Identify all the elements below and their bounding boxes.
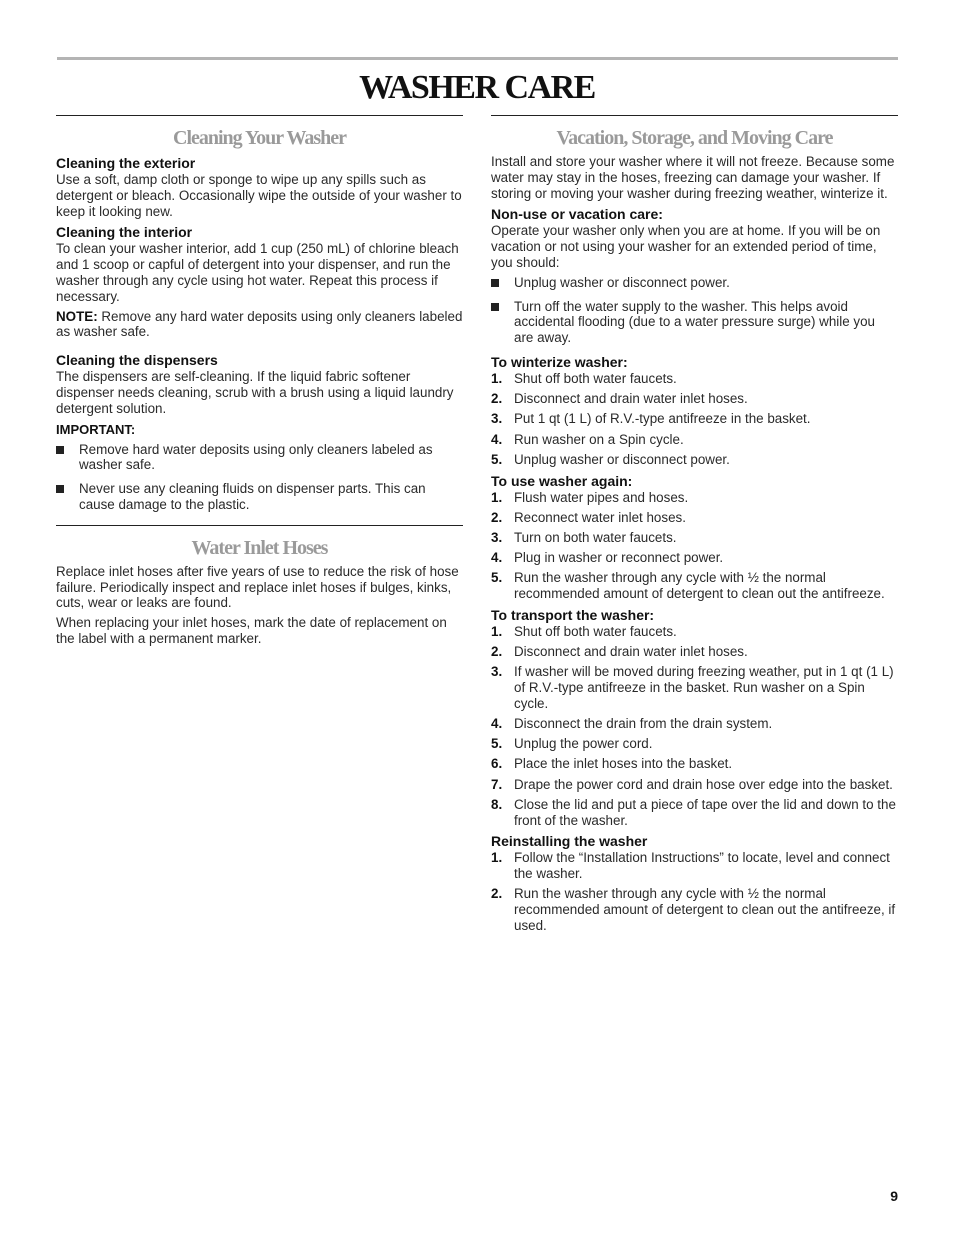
square-bullet-icon: [491, 279, 499, 287]
winterize-steps: [491, 371, 898, 468]
left-column: [56, 115, 463, 647]
use-again-steps: [491, 490, 898, 602]
list-item: 2. Reconnect water inlet hoses.: [491, 509, 686, 525]
list-item: 1. Flush water pipes and hoses.: [491, 489, 689, 505]
list-item: 2. Disconnect and drain water inlet hoses.: [491, 644, 748, 660]
list-item: 4. Disconnect the drain from the drain system.: [491, 716, 773, 732]
interior-text: To clean your washer interior, add 1 cup (250 mL) of chlorine bleach and 1 scoop or capful of detergent into your dispenser, and run the washer through any cycle using hot water. Repeat this process if necessary.: [56, 241, 459, 304]
list-item: 1. Shut off both water faucets.: [491, 370, 677, 386]
list-item: 4. Plug in washer or reconnect power.: [491, 550, 724, 566]
list-item: 8. Close the lid and put a piece of tape over the lid and down to the front of the washer.: [491, 796, 896, 828]
section-divider: [491, 115, 898, 116]
important-label: IMPORTANT:: [56, 421, 136, 437]
section-title-hoses: Water Inlet Hoses: [191, 536, 328, 559]
subheading-transport: To transport the washer:: [491, 606, 655, 623]
nonuse-list: [491, 275, 898, 346]
list-item: 2. Run the washer through any cycle with ½ the normal recommended amount of detergent to clean out the antifreeze, if used.: [491, 886, 896, 933]
list-item: Remove hard water deposits using only cleaners labeled as washer safe.: [56, 442, 463, 474]
section-divider: [56, 115, 463, 116]
subheading-nonuse: Non-use or vacation care:: [491, 206, 663, 223]
subheading-use-again: To use washer again:: [491, 472, 633, 489]
square-bullet-icon: [56, 446, 64, 454]
important-list: [56, 442, 463, 513]
list-item: 2. Disconnect and drain water inlet hoses.: [491, 391, 748, 407]
list-item: 4. Run washer on a Spin cycle.: [491, 431, 684, 447]
section-divider: [56, 525, 463, 526]
list-item: 5. Unplug the power cord.: [491, 736, 653, 752]
note-paragraph: [56, 309, 463, 341]
list-item: 5. Unplug washer or disconnect power.: [491, 451, 730, 467]
square-bullet-icon: [56, 485, 64, 493]
subheading-dispensers: Cleaning the dispensers: [56, 352, 218, 369]
top-rule: [57, 57, 898, 60]
transport-steps: [491, 624, 898, 829]
vacation-intro: Install and store your washer where it will not freeze. Because some water may stay in the hoses, freezing can damage your washer. If storing or moving your washer during freezing weather, winterize it.: [491, 154, 895, 201]
list-item: 1. Shut off both water faucets.: [491, 623, 677, 639]
list-item: Unplug washer or disconnect power.: [491, 275, 898, 291]
subheading-exterior: Cleaning the exterior: [56, 155, 196, 171]
page-number: 9: [890, 1188, 898, 1204]
subheading-reinstall: Reinstalling the washer: [491, 833, 648, 850]
list-item: 3. If washer will be moved during freezing weather, put in 1 qt (1 L) of R.V.-type antifreeze in the basket. Run washer on a Spin cycle.: [491, 664, 894, 711]
section-title-vacation: Vacation, Storage, and Moving Care: [556, 127, 833, 149]
reinstall-steps: [491, 850, 898, 933]
right-column: [491, 115, 898, 934]
exterior-text: Use a soft, damp cloth or sponge to wipe up any spills such as detergent or bleach. Occasionally wipe the outside of your washer to keep it looking new.: [56, 172, 462, 219]
nonuse-text: Operate your washer only when you are at home. If you will be on vacation or not using your washer for an extended period of time, you should:: [491, 223, 881, 270]
list-item: Never use any cleaning fluids on dispenser parts. This can cause damage to the plastic.: [56, 481, 463, 513]
list-item: 3. Put 1 qt (1 L) of R.V.-type antifreeze in the basket.: [491, 411, 811, 427]
square-bullet-icon: [491, 303, 499, 311]
hoses-para-2: When replacing your inlet hoses, mark the date of replacement on the label with a permanent marker.: [56, 615, 447, 646]
hoses-para-1: Replace inlet hoses after five years of use to reduce the risk of hose failure. Periodically inspect and replace inlet hoses if bulges, kinks, cuts, wear or leaks are found.: [56, 563, 459, 611]
list-item: Turn off the water supply to the washer. This helps avoid accidental flooding (due to a water pressure surge) while you are away.: [491, 299, 898, 346]
list-item: 3. Turn on both water faucets.: [491, 529, 677, 545]
dispensers-text: The dispensers are self-cleaning. If the liquid fabric softener dispenser needs cleaning, scrub with a brush using a liquid laundry detergent solution.: [56, 369, 454, 416]
list-item: 1. Follow the “Installation Instructions” to locate, level and connect the washer.: [491, 850, 890, 882]
note-text: Remove any hard water deposits using only cleaners labeled as washer safe.: [56, 308, 463, 340]
list-item: 7. Drape the power cord and drain hose over edge into the basket.: [491, 776, 893, 792]
page-title: WASHER CARE: [359, 69, 595, 106]
list-item: 5. Run the washer through any cycle with ½ the normal recommended amount of detergent to clean out the antifreeze.: [491, 570, 885, 602]
section-title-cleaning: Cleaning Your Washer: [173, 127, 346, 149]
list-item: 6. Place the inlet hoses into the basket.: [491, 756, 733, 772]
note-label: NOTE:: [56, 308, 98, 324]
subheading-winterize: To winterize washer:: [491, 353, 628, 370]
subheading-interior: Cleaning the interior: [56, 224, 193, 241]
